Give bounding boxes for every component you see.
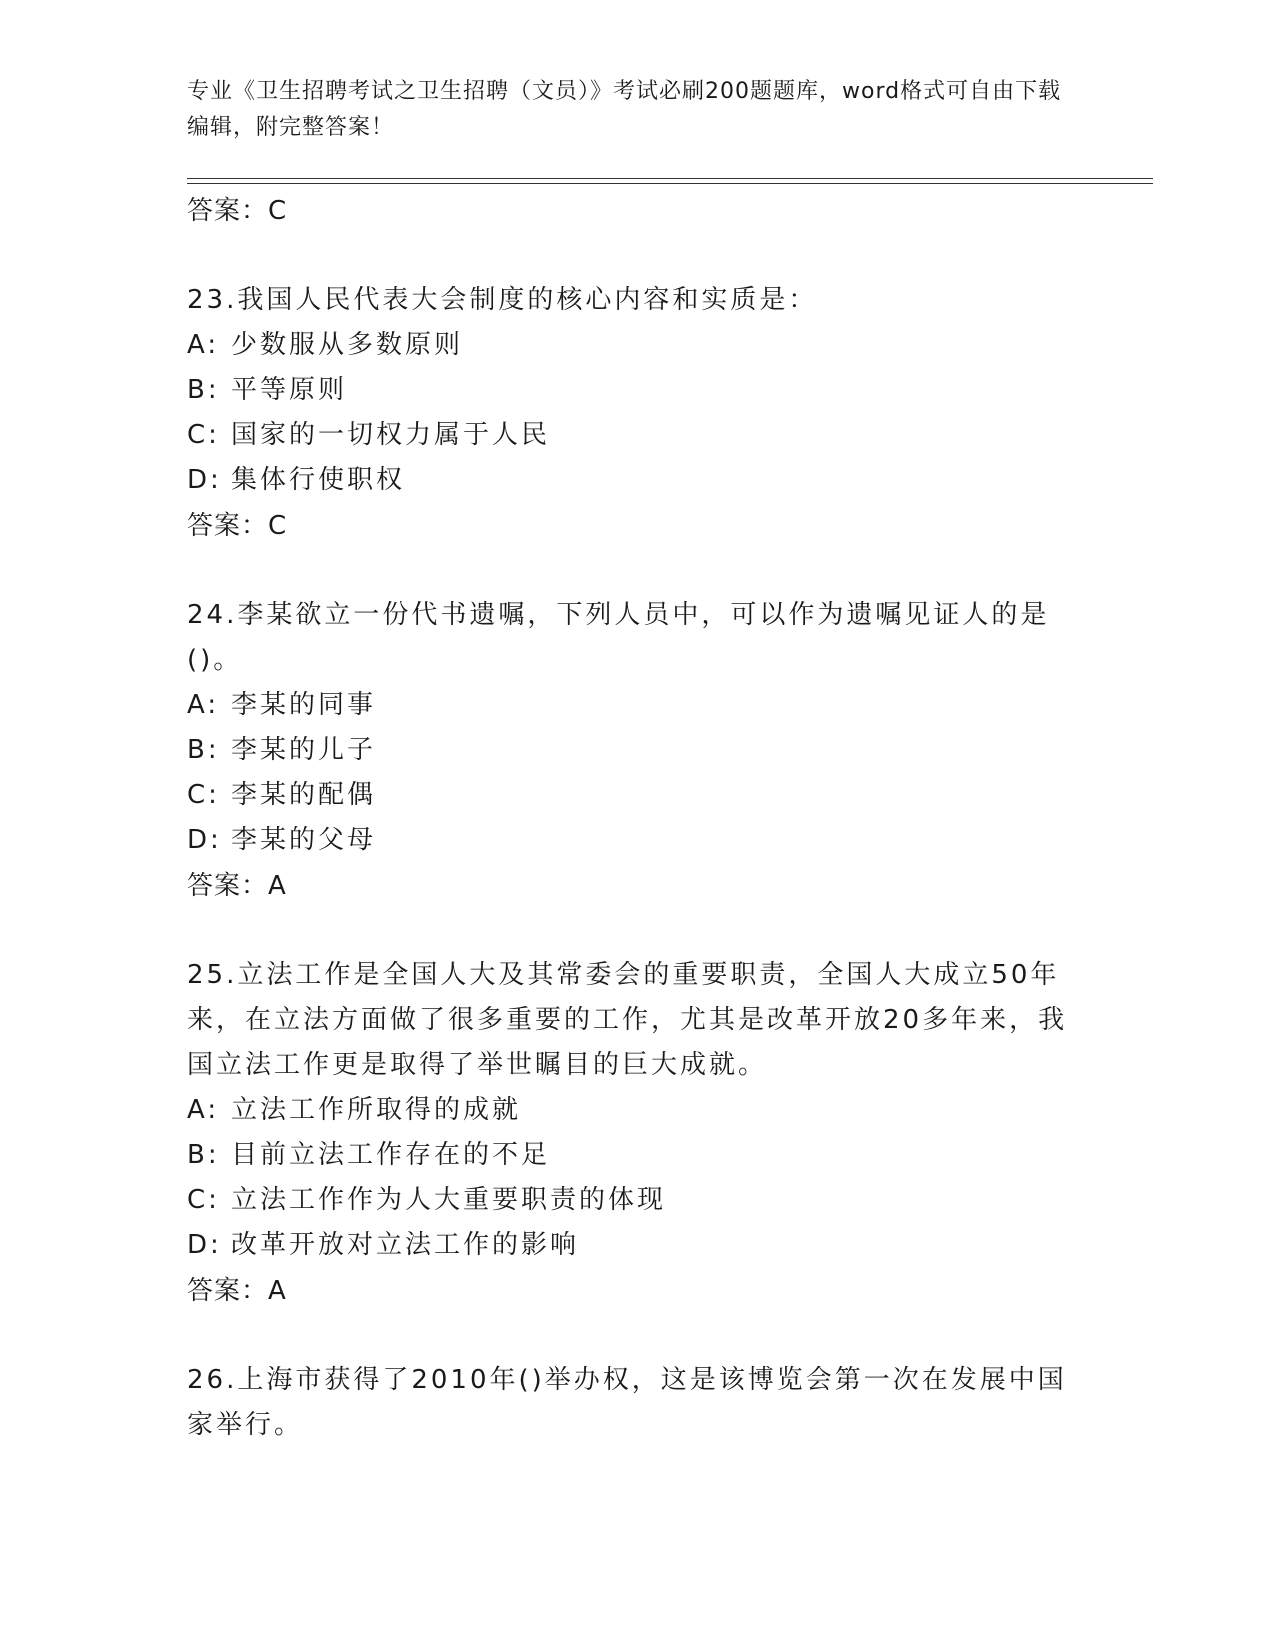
option-text: 平等原则 (231, 375, 348, 405)
option-key: D: (187, 1230, 222, 1260)
option-d (187, 818, 1087, 863)
option-key: B: (187, 1140, 220, 1170)
option-key: D: (187, 825, 222, 855)
document-header: 专业《卫生招聘考试之卫生招聘（文员）》考试必刷200题题库，word格式可自由下载编辑，附完整答案！ (187, 79, 1062, 140)
question-25 (187, 953, 1087, 1314)
answer-line: 答案：C (187, 511, 288, 541)
option-text: 立法工作所取得的成就 (231, 1095, 522, 1125)
option-b (187, 1133, 1087, 1178)
header-divider-top (187, 178, 1153, 179)
option-text: 少数服从多数原则 (231, 330, 464, 360)
option-a (187, 683, 1087, 728)
option-text: 李某的儿子 (231, 735, 377, 765)
option-d (187, 1223, 1087, 1268)
option-key: B: (187, 375, 220, 405)
option-text: 改革开放对立法工作的影响 (231, 1230, 580, 1260)
option-text: 集体行使职权 (231, 465, 406, 495)
option-b (187, 368, 1087, 413)
header-divider-bottom (187, 183, 1153, 184)
option-text: 李某的配偶 (231, 780, 377, 810)
option-d (187, 458, 1087, 503)
option-key: D: (187, 465, 222, 495)
option-a (187, 1088, 1087, 1133)
option-key: C: (187, 420, 220, 450)
question-26 (187, 1358, 1087, 1448)
option-key: C: (187, 1185, 220, 1215)
option-key: A: (187, 690, 220, 720)
option-c (187, 413, 1087, 458)
option-key: C: (187, 780, 220, 810)
question-text: 26.上海市获得了2010年()举办权，这是该博览会第一次在发展中国家举行。 (187, 1365, 1067, 1440)
question-list (187, 188, 1087, 1448)
option-b (187, 728, 1087, 773)
option-text: 国家的一切权力属于人民 (231, 420, 551, 450)
answer-line: 答案：A (187, 871, 287, 901)
option-c (187, 1178, 1087, 1223)
previous-answer: 答案：C (187, 196, 288, 226)
question-text: 25.立法工作是全国人大及其常委会的重要职责，全国人大成立50年来，在立法方面做了很多重要的工作，尤其是改革开放20多年来，我国立法工作更是取得了举世瞩目的巨大成就。 (187, 960, 1068, 1080)
question-text: 23.我国人民代表大会制度的核心内容和实质是： (187, 285, 818, 315)
question-text: 24.李某欲立一份代书遗嘱，下列人员中，可以作为遗嘱见证人的是()。 (187, 600, 1050, 675)
option-key: B: (187, 735, 220, 765)
question-24 (187, 593, 1087, 909)
option-key: A: (187, 330, 220, 360)
option-text: 立法工作作为人大重要职责的体现 (231, 1185, 667, 1215)
question-23 (187, 278, 1087, 549)
option-text: 目前立法工作存在的不足 (231, 1140, 551, 1170)
option-key: A: (187, 1095, 220, 1125)
answer-line: 答案：A (187, 1276, 287, 1306)
option-text: 李某的同事 (231, 690, 377, 720)
option-a (187, 323, 1087, 368)
option-c (187, 773, 1087, 818)
option-text: 李某的父母 (231, 825, 377, 855)
